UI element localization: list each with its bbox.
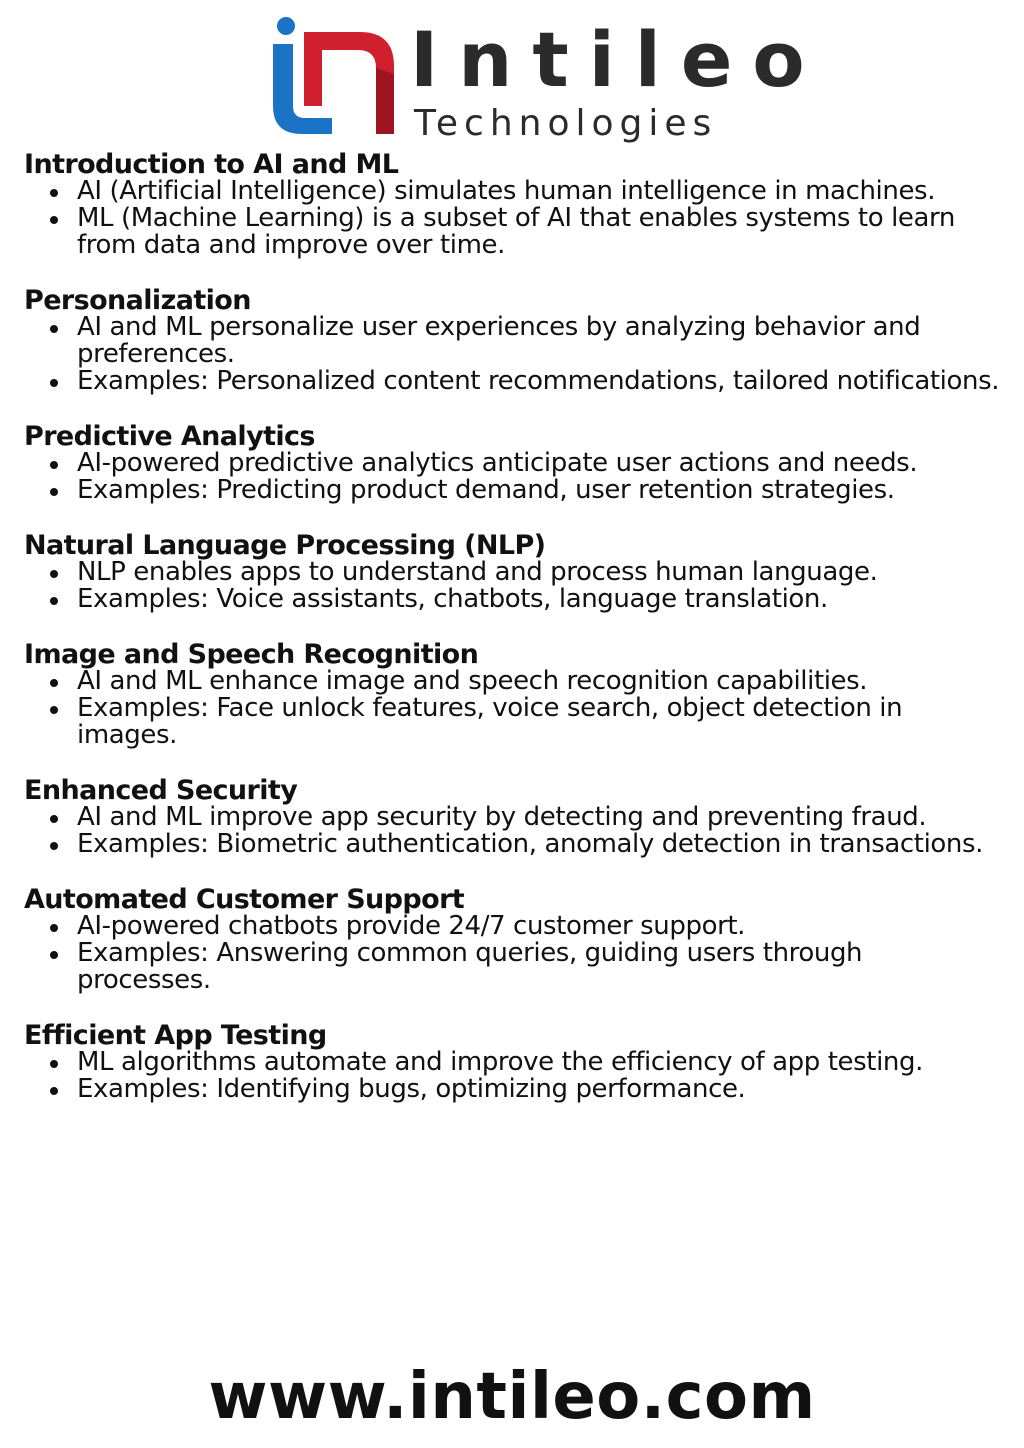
bullet-list xyxy=(24,559,1000,613)
section-app-testing xyxy=(24,1021,1000,1103)
section-automated-support xyxy=(24,885,1000,994)
list-item: Examples: Personalized content recommendations, tailored notifications. xyxy=(77,366,1000,396)
list-item: Examples: Predicting product demand, user retention strategies. xyxy=(77,477,1000,504)
section-title: Natural Language Processing (NLP) xyxy=(24,530,546,561)
bullet-list xyxy=(24,450,1000,504)
section-nlp xyxy=(24,531,1000,613)
list-item: Examples: Identifying bugs, optimizing performance. xyxy=(77,1076,1000,1103)
list-item: AI-powered chatbots provide 24/7 customer support. xyxy=(77,913,1000,940)
section-image-speech-recognition xyxy=(24,640,1000,749)
list-item: AI (Artificial Intelligence) simulates human intelligence in machines. xyxy=(77,178,1000,205)
section-title: Efficient App Testing xyxy=(24,1020,327,1051)
list-item: ML (Machine Learning) is a subset of AI that enables systems to learn from data and improve over time. xyxy=(77,205,1000,259)
list-item: AI and ML improve app security by detecting and preventing fraud. xyxy=(77,804,1000,831)
section-title: Enhanced Security xyxy=(24,775,298,806)
brand-name: Intileo xyxy=(410,15,825,104)
list-item: Examples: Biometric authentication, anomaly detection in transactions. xyxy=(77,831,1000,858)
list-item: Examples: Face unlock features, voice search, object detection in images. xyxy=(77,695,1000,749)
list-item: AI and ML enhance image and speech recognition capabilities. xyxy=(77,668,1000,695)
bullet-list xyxy=(24,668,1000,749)
section-enhanced-security xyxy=(24,776,1000,858)
brand-subtitle: Technologies xyxy=(414,103,718,144)
bullet-list xyxy=(24,913,1000,994)
section-predictive-analytics xyxy=(24,422,1000,504)
website-url[interactable]: www.intileo.com xyxy=(208,1360,816,1434)
list-item: ML algorithms automate and improve the efficiency of app testing. xyxy=(77,1049,1000,1076)
section-title: Personalization xyxy=(24,285,251,316)
logo-blue-stroke xyxy=(273,44,332,134)
list-item: Examples: Answering common queries, guiding users through processes. xyxy=(77,940,1000,994)
section-title: Automated Customer Support xyxy=(24,884,465,915)
section-title: Image and Speech Recognition xyxy=(24,639,479,670)
section-title: Introduction to AI and ML xyxy=(24,149,399,180)
brand-logo xyxy=(268,14,825,144)
bullet-list xyxy=(24,804,1000,858)
section-title: Predictive Analytics xyxy=(24,421,315,452)
list-item: NLP enables apps to understand and process human language. xyxy=(77,559,1000,586)
bullet-list xyxy=(24,314,1000,395)
list-item: AI and ML personalize user experiences by analyzing behavior and preferences. xyxy=(77,314,1000,368)
intileo-logo-icon xyxy=(268,14,408,140)
logo-dot xyxy=(277,17,295,35)
list-item: AI-powered predictive analytics anticipate user actions and needs. xyxy=(77,450,1000,477)
section-intro xyxy=(24,150,1000,259)
section-personalization xyxy=(24,286,1000,395)
main-content xyxy=(24,150,1000,1130)
bullet-list xyxy=(24,178,1000,259)
list-item: Examples: Voice assistants, chatbots, language translation. xyxy=(77,586,1000,613)
bullet-list xyxy=(24,1049,1000,1103)
logo-red-shade xyxy=(376,68,394,134)
